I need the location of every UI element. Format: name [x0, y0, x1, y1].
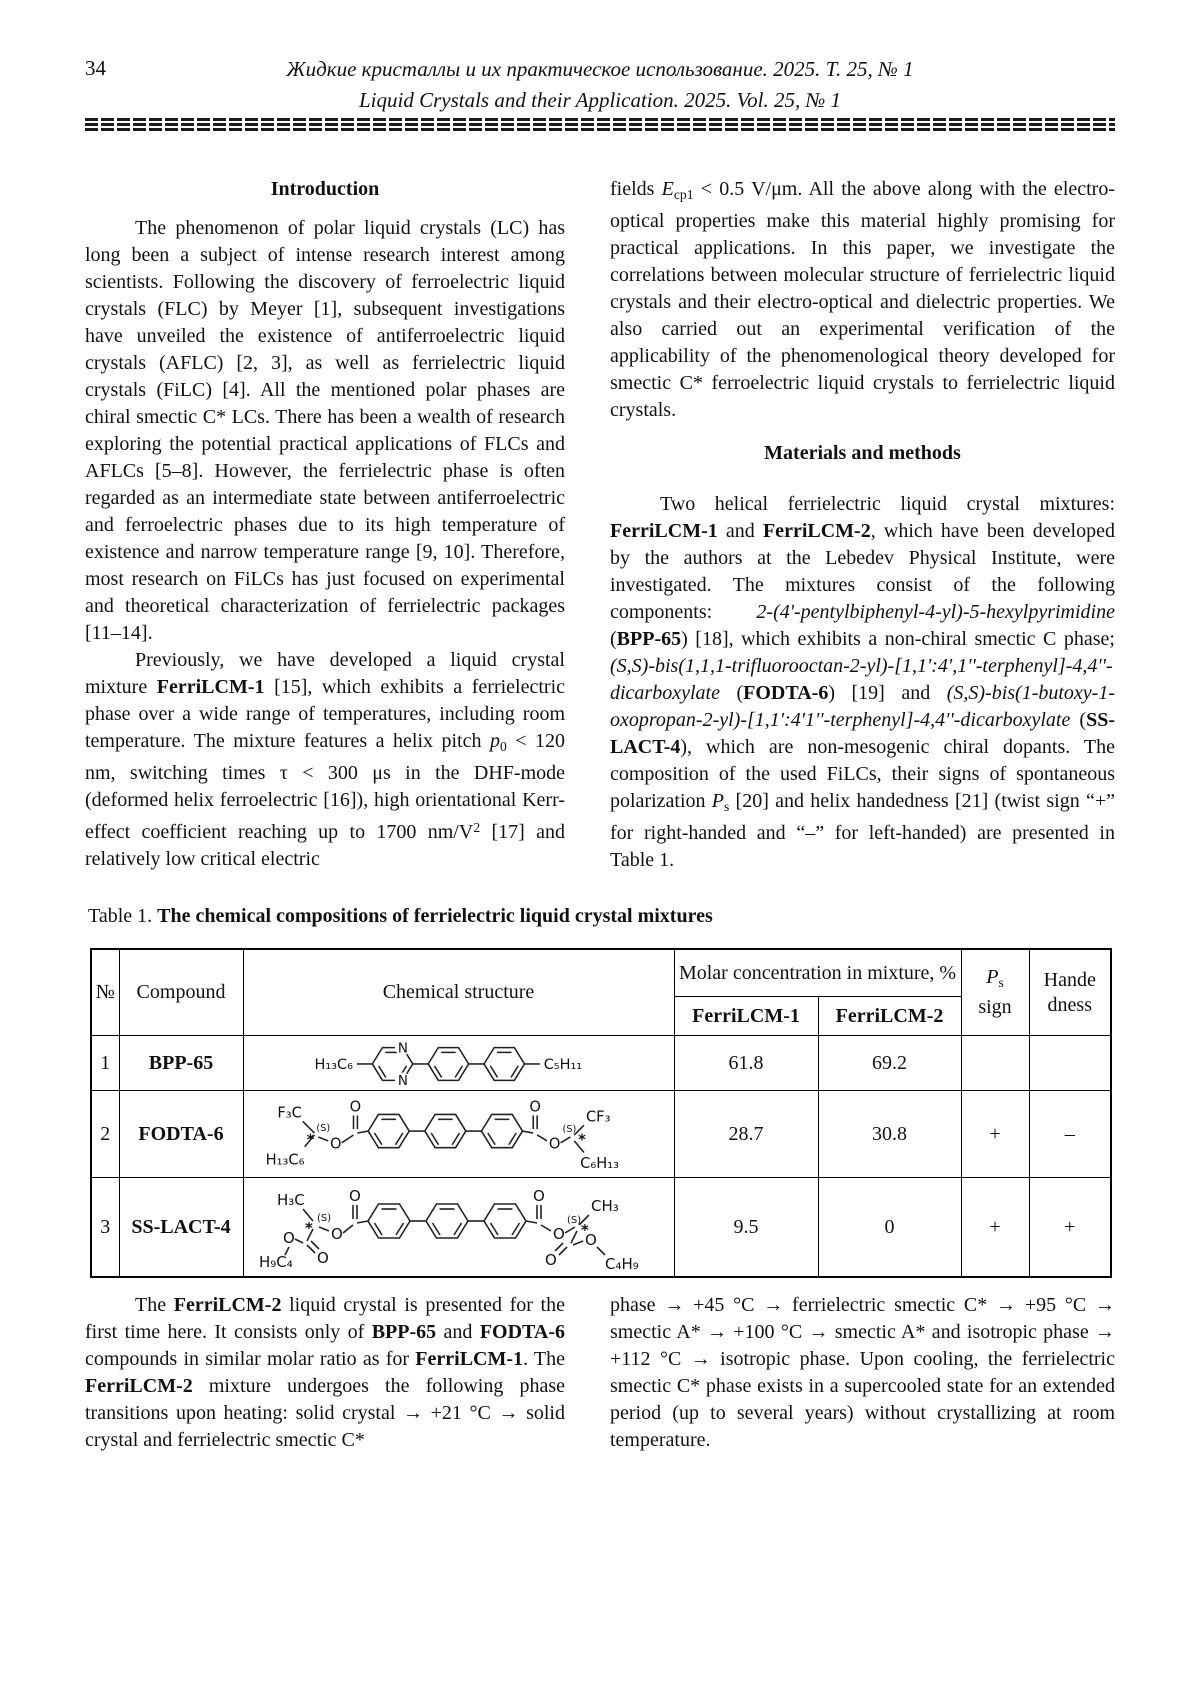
- structure-cell: [243, 1091, 674, 1178]
- compound-name: SS-LACT-4: [119, 1178, 243, 1278]
- structure-cell: [243, 1178, 674, 1278]
- alkyl-label: C₆H₁₃: [579, 1155, 619, 1173]
- alkyl-label: F₃C: [276, 1104, 302, 1122]
- concentration-ferrilcm2: 69.2: [818, 1036, 961, 1091]
- concentration-ferrilcm1: 61.8: [674, 1036, 818, 1091]
- table-compositions: [90, 948, 1112, 1278]
- handedness-value: [1029, 1036, 1111, 1091]
- o-atom-label: O: [552, 1225, 565, 1243]
- paragraph-intro-2: Previously, we have developed a liquid crystal mixture FerriLCM-1 [15], which exhibits a ferrielectric phase over a wide range of temperatures, including room temperature. The mixture features a helix pitch $p_0 < 120$ nm, switching times τ < 300 μs in the DHF-mode (deformed helix ferroelectric [16]), high orientational Kerr-effect coefficient reaching up to 1700 $nm/V^2$ [17] and relatively low critical electric: [85, 649, 565, 870]
- bottom-columns: [85, 1292, 1115, 1454]
- col-header-ps-sign: $P_s$ sign: [961, 949, 1029, 1036]
- col-header-ferrilcm2: FerriLCM-2: [818, 997, 961, 1036]
- o-atom-label: O: [282, 1229, 295, 1247]
- o-atom-label: O: [532, 1187, 545, 1205]
- journal-title-en: Liquid Crystals and their Application. 2025. Vol. 25, № 1: [358, 88, 841, 112]
- paragraph-ferrilcm2: The FerriLCM-2 liquid crystal is presented for the first time here. It consists only of BPP-65 and FODTA-6 compounds in similar molar ratio as for FerriLCM-1. The FerriLCM-2 mixture undergoes the following phase transitions upon heating: solid crystal → +21 °C → solid crystal and ferrielectric smectic C*: [85, 1294, 566, 1451]
- journal-header: [0, 54, 1200, 116]
- paragraph-phases: phase → +45 °C → ferrielectric smectic C* → +95 °C → smectic A* → +100 °C → smectic A* and isotropic phase → +112 °C → isotropic phase. Upon cooling, the ferrielectric smectic C* phase exists in a supercooled state for an extended period (up to several years) without crystallizing at room temperature.: [610, 1294, 1115, 1451]
- col-header-no: №: [91, 949, 119, 1036]
- page-number: 34: [85, 56, 106, 80]
- alkyl-label: H₉C₄: [258, 1253, 293, 1271]
- alkyl-label: H₁₃C₆: [314, 1056, 353, 1073]
- alkyl-label: C₄H₉: [604, 1255, 639, 1273]
- o-atom-label: O: [330, 1225, 343, 1243]
- n-atom-label: N: [397, 1073, 408, 1089]
- col-header-structure: Chemical structure: [243, 949, 674, 1036]
- ps-sign-value: +: [961, 1091, 1029, 1178]
- handedness-value: –: [1029, 1091, 1111, 1178]
- stereo-star: *: [306, 1131, 314, 1149]
- alkyl-label: H₃C: [276, 1191, 305, 1209]
- col-header-compound: Compound: [119, 949, 243, 1036]
- table-row-bpp65: [91, 1036, 1111, 1091]
- compound-name: FODTA-6: [119, 1091, 243, 1178]
- col-header-handedness: Hande dness: [1029, 949, 1111, 1036]
- stereo-label: (S): [566, 1215, 581, 1226]
- o-atom-label: O: [329, 1135, 342, 1153]
- right-column-bottom: [610, 1292, 1115, 1454]
- right-column: [610, 176, 1115, 874]
- structure-sslact4: [259, 1179, 659, 1275]
- alkyl-label: CH₃: [590, 1197, 619, 1215]
- row-no: 2: [91, 1091, 119, 1178]
- row-no: 3: [91, 1178, 119, 1278]
- o-atom-label: O: [349, 1098, 361, 1116]
- stereo-label: (S): [316, 1213, 331, 1224]
- alkyl-label: CF₃: [585, 1108, 610, 1126]
- o-atom-label: O: [584, 1231, 597, 1249]
- concentration-ferrilcm2: 0: [818, 1178, 961, 1278]
- heading-materials-methods: Materials and methods: [764, 441, 961, 464]
- o-atom-label: O: [348, 1187, 361, 1205]
- header-rule: [85, 118, 1115, 133]
- concentration-ferrilcm2: 30.8: [818, 1091, 961, 1178]
- paragraph-intro-1: The phenomenon of polar liquid crystals (LC) has long been a subject of intense research interest among scientists. Following the discovery of ferroelectric liquid crystals (FLC) by Meyer [1], subsequent investigations have unveiled the existence of antiferroelectric liquid crystals (AFLC) [2, 3], as well as ferrielectric liquid crystals (FiLC) [4]. All the mentioned polar phases are chiral smectic C* LCs. There has been a wealth of research exploring the potential practical applications of FLCs and AFLCs [5–8]. However, the ferrielectric phase is often regarded as an intermediate state between antiferroelectric and ferroelectric phases due to its high temperature of existence and narrow temperature range [9, 10]. Therefore, most research on FiLCs has just focused on experimental and theoretical characterization of ferrielectric packages [11–14].: [85, 217, 565, 644]
- row-no: 1: [91, 1036, 119, 1091]
- journal-title-ru: Жидкие кристаллы и их практическое использование. 2025. Т. 25, № 1: [286, 57, 914, 81]
- heading-introduction: Introduction: [270, 178, 380, 200]
- handedness-value: +: [1029, 1178, 1111, 1278]
- ps-sign-value: +: [961, 1178, 1029, 1278]
- n-atom-label: N: [397, 1040, 408, 1057]
- left-column: [85, 176, 565, 874]
- structure-bpp65: [309, 1037, 609, 1089]
- stereo-star: *: [577, 1131, 586, 1149]
- left-column-bottom: [85, 1292, 565, 1454]
- ps-sign-value: [961, 1036, 1029, 1091]
- stereo-star: *: [304, 1219, 313, 1237]
- body-columns: [85, 176, 1115, 874]
- compound-name: BPP-65: [119, 1036, 243, 1091]
- alkyl-label: C₅H₁₁: [543, 1056, 582, 1073]
- concentration-ferrilcm1: 28.7: [674, 1091, 818, 1178]
- table-row-fodta6: [91, 1091, 1111, 1178]
- paragraph-fields: fields $E_{cp1} < 0.5$ V/μm. All the above along with the electro-optical properties make this material highly promising for practical applications. In this paper, we investigate the correlations between molecular structure of ferrielectric liquid crystals and their electro-optical and dielectric properties. We also carried out an experimental verification of the applicability of the phenomenological theory developed for smectic C* ferroelectric liquid crystals to ferrielectric liquid crystals.: [610, 178, 1116, 421]
- o-atom-label: O: [544, 1251, 557, 1269]
- stereo-label: (S): [562, 1124, 576, 1136]
- col-header-ferrilcm1: FerriLCM-1: [674, 997, 818, 1036]
- structure-cell: [243, 1036, 674, 1091]
- stereo-star: *: [580, 1221, 589, 1239]
- alkyl-label: H₁₃C₆: [265, 1151, 304, 1169]
- table-caption: Table 1. The chemical compositions of ferrielectric liquid crystal mixtures: [88, 905, 713, 927]
- o-atom-label: O: [316, 1249, 329, 1267]
- stereo-label: (S): [315, 1123, 330, 1135]
- structure-fodta6: [259, 1092, 659, 1176]
- col-header-molar: Molar concentration in mixture, %: [674, 949, 961, 997]
- o-atom-label: O: [528, 1098, 541, 1116]
- table-row-sslact4: [91, 1178, 1111, 1278]
- paragraph-methods: Two helical ferrielectric liquid crystal mixtures: FerriLCM-1 and FerriLCM-2, which have been developed by the authors at the Lebedev Physical Institute, were investigated. The mixtures consist of the following components: 2-(4'-pentylbiphenyl-4-yl)-5-hexylpyrimidine (BPP-65) [18], which exhibits a non-chiral smectic C phase; (S,S)-bis(1,1,1-trifluorooctan-2-yl)-[1,1':4',1''-terphenyl]-4,4''-dicarboxylate (FODTA-6) [19] and (S,S)-bis(1-butoxy-1-oxopropan-2-yl)-[1,1':4'1''-terphenyl]-4,4''-dicarboxylate (SS-LACT-4), which are non-mesogenic chiral dopants. The composition of the used FiLCs, their signs of spontaneous polarization $P_s$ [20] and helix handedness [21] (twist sign “+” for right-handed and “–” for left-handed) are presented in Table 1.: [610, 492, 1115, 871]
- concentration-ferrilcm1: 9.5: [674, 1178, 818, 1278]
- o-atom-label: O: [548, 1135, 560, 1153]
